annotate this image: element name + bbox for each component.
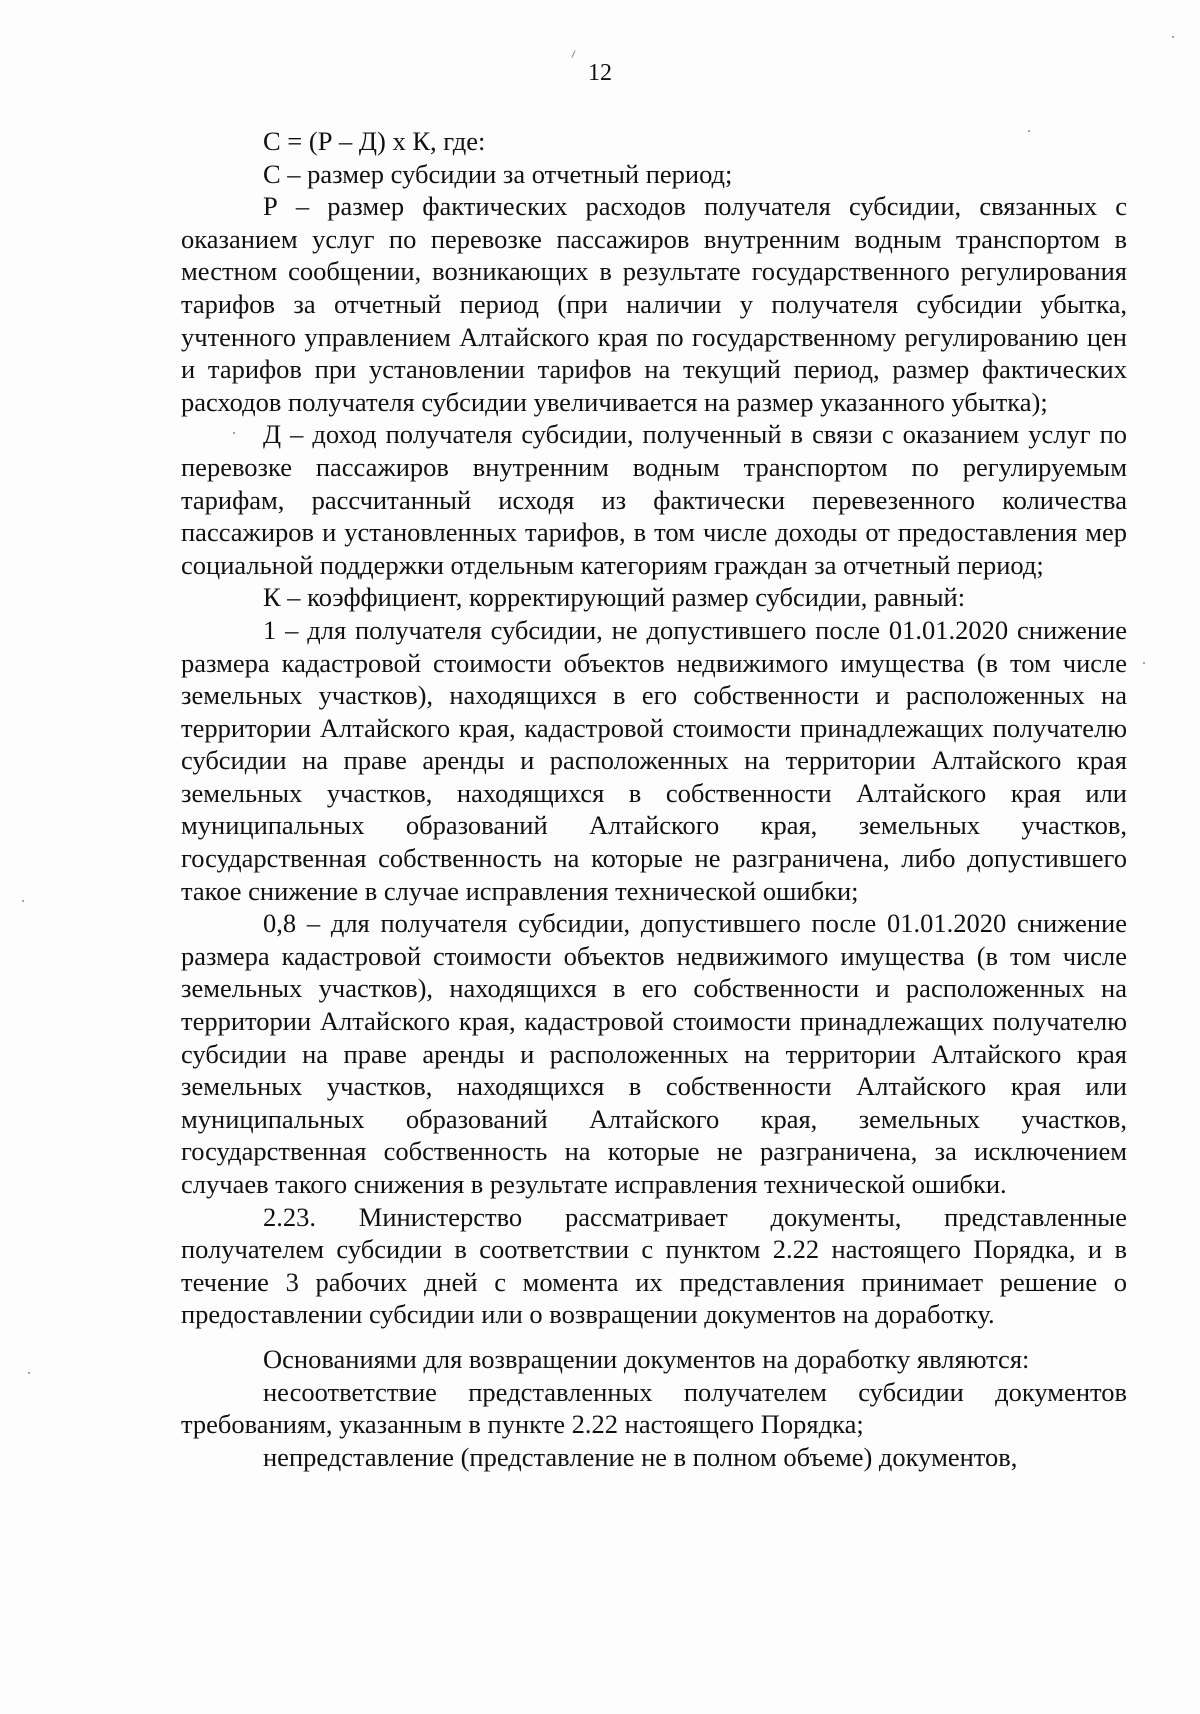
page-number: 12	[588, 60, 612, 86]
coefficient-0-8: 0,8 – для получателя субсидии, допустившего после 01.01.2020 снижение размера кадастровой стоимости объектов недвижимого имущества (в том числе земельных участков), находящихся в его собственности и расположенных на территории Алтайского края, кадастровой стоимости принадлежащих получателю субсидии на праве аренды и расположенных на территории Алтайского края земельных участков, находящихся в собственности Алтайского края или муниципальных образований Алтайского края, земельных участков, государственная собственность на которые не разграничена, за исключением случаев такого снижения в результате исправления технической ошибки.	[181, 908, 1127, 1199]
return-ground-1: несоответствие представленных получателем субсидии документов требованиям, указанным в пункте 2.22 настоящего Порядка;	[181, 1376, 1127, 1440]
scan-speck	[22, 900, 24, 902]
scan-speck	[233, 432, 235, 434]
return-ground-2: непредставление (представление не в полном объеме) документов,	[263, 1441, 1018, 1472]
scan-speck	[571, 50, 575, 58]
clause-2-23: 2.23. Министерство рассматривает документы, представленные получателем субсидии в соответствии с пунктом 2.22 настоящего Порядка, и в течение 3 рабочих дней с момента их представления принимает решение о предоставлении субсидии или о возвращении документов на доработку.	[181, 1201, 1127, 1330]
definition-k: К – коэффициент, корректирующий размер субсидии, равный:	[263, 582, 966, 613]
scan-speck	[28, 1372, 30, 1374]
scan-speck	[1172, 36, 1174, 38]
definition-r: Р – размер фактических расходов получателя субсидии, связанных с оказанием услуг по перевозке пассажиров внутренним водным транспортом в местном сообщении, возникающих в результате государственного регулирования тарифов за отчетный период (при наличии у получателя субсидии убытка, учтенного управлением Алтайского края по государственному регулированию цен и тарифов при установлении тарифов на текущий период, размер фактических расходов получателя субсидии увеличивается на размер указанного убытка);	[181, 191, 1127, 417]
formula-line: С = (Р – Д) х К, где:	[263, 126, 486, 156]
definition-c: С – размер субсидии за отчетный период;	[263, 158, 733, 189]
definition-d: Д – доход получателя субсидии, полученный в связи с оказанием услуг по перевозке пассажиров внутренним водным транспортом по регулируемым тарифам, рассчитанный исходя из фактически перевезенного количества пассажиров и установленных тарифов, в том числе доходы от предоставления мер социальной поддержки отдельным категориям граждан за отчетный период;	[181, 419, 1127, 580]
scan-speck	[1143, 662, 1145, 664]
scan-speck	[1028, 130, 1030, 132]
document-body	[181, 125, 1127, 1473]
return-grounds-heading: Основаниями для возвращении документов на доработку являются:	[263, 1343, 1030, 1374]
coefficient-1: 1 – для получателя субсидии, не допустившего после 01.01.2020 снижение размера кадастровой стоимости объектов недвижимого имущества (в том числе земельных участков), находящихся в его собственности и расположенных на территории Алтайского края, кадастровой стоимости принадлежащих получателю субсидии на праве аренды и расположенных на территории Алтайского края земельных участков, находящихся в собственности Алтайского края или муниципальных образований Алтайского края, земельных участков, государственная собственность на которые не разграничена, либо допустившего такое снижение в случае исправления технической ошибки;	[181, 614, 1127, 906]
